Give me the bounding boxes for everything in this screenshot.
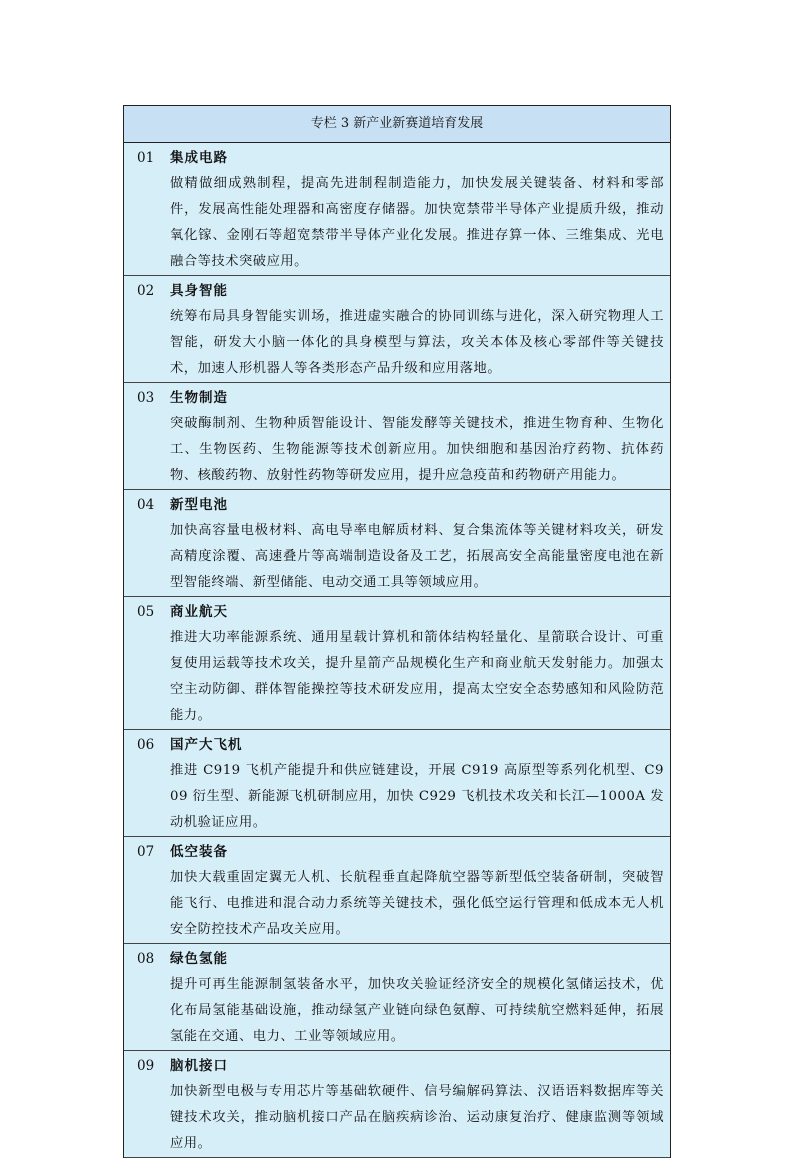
item-text: 提升可再生能源制氢装备水平，加快攻关验证经济安全的规模化氢储运技术，优化布局氢能基础设施，推动绿氢产业链向绿色氨醇、可持续航空燃料延伸，拓展氢能在交通、电力、工业等领域应用。	[170, 977, 664, 1044]
item-number: 03	[137, 390, 155, 406]
item-list	[124, 143, 670, 1158]
item-heading	[124, 733, 670, 758]
item-heading	[124, 493, 670, 518]
item-heading	[124, 1054, 670, 1079]
item-heading	[124, 386, 670, 411]
item-title: 低空装备	[170, 844, 228, 860]
list-item	[124, 837, 670, 944]
item-number: 04	[137, 497, 155, 513]
item-text: 加快高容量电极材料、高电导率电解质材料、复合集流体等关键材料攻关，研发高精度涂覆、高速叠片等高端制造设备及工艺，拓展高安全高能量密度电池在新型智能终端、新型储能、电动交通工具等领域应用。	[170, 523, 664, 590]
feature-box	[123, 105, 671, 1158]
list-item	[124, 730, 670, 837]
item-number: 09	[137, 1058, 155, 1074]
item-heading	[124, 146, 670, 171]
item-title: 集成电路	[170, 150, 228, 166]
list-item	[124, 276, 670, 383]
item-number: 02	[137, 283, 155, 299]
item-text: 做精做细成熟制程，提高先进制程制造能力，加快发展关键装备、材料和零部件，发展高性能处理器和高密度存储器。加快宽禁带半导体产业提质升级，推动氧化镓、金刚石等超宽禁带半导体产业化发展。推进存算一体、三维集成、光电融合等技术突破应用。	[170, 176, 664, 269]
item-title: 脑机接口	[170, 1058, 228, 1074]
item-title: 国产大飞机	[170, 737, 243, 753]
item-title: 绿色氢能	[170, 951, 228, 967]
box-title: 专栏 3 新产业新赛道培育发展	[124, 106, 670, 143]
list-item	[124, 597, 670, 730]
item-heading	[124, 840, 670, 865]
item-title: 商业航天	[170, 604, 228, 620]
item-title: 具身智能	[170, 283, 228, 299]
item-number: 05	[137, 604, 155, 620]
item-number: 08	[137, 951, 155, 967]
item-text: 加快大载重固定翼无人机、长航程垂直起降航空器等新型低空装备研制，突破智能飞行、电推进和混合动力系统等关键技术，强化低空运行管理和低成本无人机安全防控技术产品攻关应用。	[170, 870, 664, 937]
list-item	[124, 944, 670, 1051]
item-text: 统筹布局具身智能实训场，推进虚实融合的协同训练与进化，深入研究物理人工智能，研发大小脑一体化的具身模型与算法，攻关本体及核心零部件等关键技术，加速人形机器人等各类形态产品升级和应用落地。	[170, 309, 664, 376]
item-number: 06	[137, 737, 155, 753]
item-text: 推进大功率能源系统、通用星载计算机和箭体结构轻量化、星箭联合设计、可重复使用运载等技术攻关，提升星箭产品规模化生产和商业航天发射能力。加强太空主动防御、群体智能操控等技术研发应用，提高太空安全态势感知和风险防范能力。	[170, 630, 664, 723]
item-title: 新型电池	[170, 497, 228, 513]
item-heading	[124, 947, 670, 972]
item-number: 07	[137, 844, 155, 860]
item-text: 突破酶制剂、生物种质智能设计、智能发酵等关键技术，推进生物育种、生物化工、生物医药、生物能源等技术创新应用。加快细胞和基因治疗药物、抗体药物、核酸药物、放射性药物等研发应用，提升应急疫苗和药物研产用能力。	[170, 416, 664, 483]
item-text: 加快新型电极与专用芯片等基础软硬件、信号编解码算法、汉语语料数据库等关键技术攻关，推动脑机接口产品在脑疾病诊治、运动康复治疗、健康监测等领域应用。	[170, 1084, 664, 1151]
list-item	[124, 1051, 670, 1158]
item-title: 生物制造	[170, 390, 228, 406]
item-text: 推进 C919 飞机产能提升和供应链建设，开展 C919 高原型等系列化机型、C909 衍生型、新能源飞机研制应用，加快 C929 飞机技术攻关和长江—1000A 发动机验证应用。	[170, 763, 664, 830]
item-number: 01	[137, 150, 155, 166]
list-item	[124, 143, 670, 276]
item-heading	[124, 279, 670, 304]
item-heading	[124, 600, 670, 625]
list-item	[124, 383, 670, 490]
list-item	[124, 490, 670, 597]
